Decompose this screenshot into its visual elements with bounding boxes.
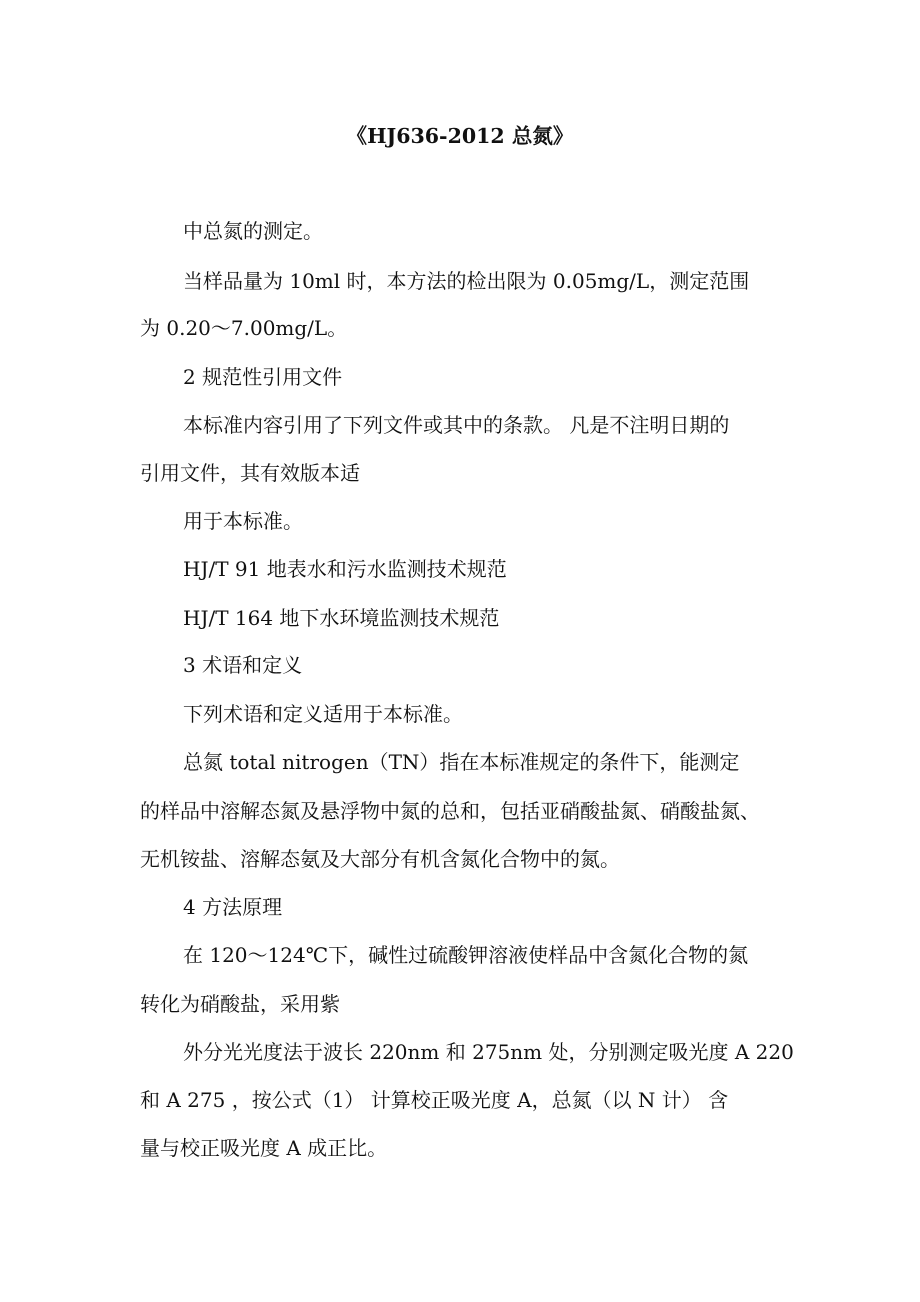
paragraph-line: 引用文件，其有效版本适	[140, 461, 360, 485]
section-heading: 2 规范性引用文件	[183, 365, 343, 389]
paragraph-line: 量与校正吸光度 A 成正比。	[140, 1136, 388, 1160]
paragraph-line: 下列术语和定义适用于本标准。	[183, 702, 463, 726]
section-heading: 4 方法原理	[183, 895, 283, 919]
document-title: 《HJ636-2012 总氮》	[346, 124, 574, 148]
section-heading: 3 术语和定义	[183, 653, 303, 677]
reference-item: HJ/T 91 地表水和污水监测技术规范	[183, 557, 507, 581]
paragraph-line: 用于本标准。	[183, 509, 303, 533]
reference-item: HJ/T 164 地下水环境监测技术规范	[183, 606, 500, 630]
paragraph-line: 当样品量为 10ml 时，本方法的检出限为 0.05mg/L，测定范围	[183, 269, 750, 293]
paragraph-line: 本标准内容引用了下列文件或其中的条款。 凡是不注明日期的	[183, 413, 730, 437]
paragraph-line: 转化为硝酸盐，采用紫	[140, 992, 340, 1016]
paragraph-line: 无机铵盐、溶解态氨及大部分有机含氮化合物中的氮。	[140, 847, 620, 871]
paragraph-line: 总氮 total nitrogen（TN）指在本标准规定的条件下，能测定	[183, 750, 740, 774]
paragraph-line: 中总氮的测定。	[183, 219, 323, 243]
paragraph-line: 外分光光度法于波长 220nm 和 275nm 处，分别测定吸光度 A 220	[183, 1040, 794, 1064]
paragraph-line: 的样品中溶解态氮及悬浮物中氮的总和，包括亚硝酸盐氮、硝酸盐氮、	[140, 799, 760, 823]
paragraph-line: 在 120～124℃下，碱性过硫酸钾溶液使样品中含氮化合物的氮	[183, 943, 749, 967]
paragraph-line: 为 0.20～7.00mg/L。	[140, 316, 348, 340]
paragraph-line: 和 A 275 ，按公式（1） 计算校正吸光度 A，总氮（以 N 计） 含	[140, 1088, 729, 1112]
